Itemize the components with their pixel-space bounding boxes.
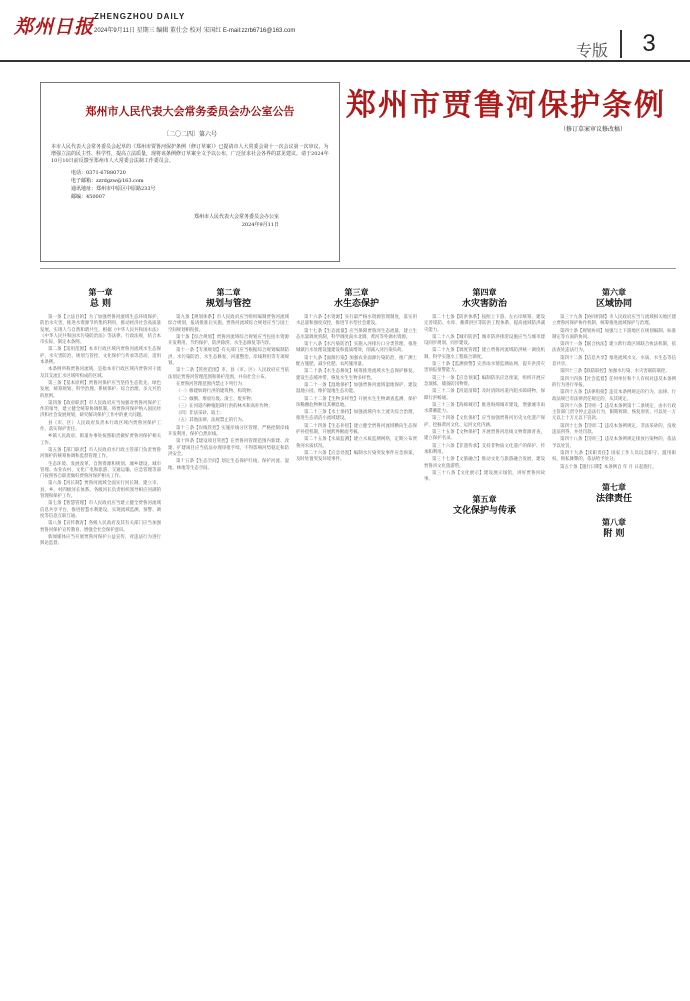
chapter-heading-4: 第四章 水灾害防治 xyxy=(461,287,507,309)
article-paragraph: 第三十五条【文物保护】开展贾鲁河沿线文物资源普查，建立保护名录。 xyxy=(424,430,545,442)
article-paragraph: 第十六条【水资源】实行最严格水资源管理制度，落实用水总量和强度双控，推进节水型社会建设。 xyxy=(296,315,417,327)
article-paragraph: 第二十九条【调度管理】建立贾鲁河流域防洪统一调度机制，科学实施水工程联合调度。 xyxy=(424,348,545,360)
article-paragraph: 第十八条【水污染防治】实施入河排污口分类管理，推进城镇污水处理设施建设和提质增效，削减入河污染负荷。 xyxy=(296,342,417,354)
article-paragraph: 第三十七条【文旅融合】推动文化与旅游融合发展，建设贾鲁河文化旅游带。 xyxy=(424,457,545,469)
article-paragraph: 第四十九条【渎职责任】国家工作人员玩忽职守、滥用职权、徇私舞弊的，依法给予处分。 xyxy=(552,450,676,463)
chapter-heading-6: 第六章 区域协同 xyxy=(595,287,632,309)
article-paragraph: 第十九条【面源污染】加强农业面源污染防治，推广测土配方施肥，减少化肥、农药施用量。 xyxy=(296,355,417,368)
article-paragraph: 第二十七条【防洪体系】按照上下游、左右岸统筹，建设完善堤防、水库、蓄滞洪区等防洪工程体系，提高流域防洪减灾能力。 xyxy=(424,315,545,333)
article-paragraph: 第四十五条【法律衔接】违反本条例规定的行为，法律、行政法规已有法律责任规定的，从其规定。 xyxy=(552,390,676,402)
article-paragraph: 第二十五条【水质监测】建立水质监测网络，定期公布贾鲁河水质状况。 xyxy=(296,437,417,449)
paper-name: ZHENGZHOU DAILY xyxy=(94,12,186,21)
text-column-4 xyxy=(424,276,545,996)
article-paragraph: 第十七条【生态流量】应当保障贾鲁河生态流量，建立生态水量调度机制，科学调度南水北调、黄河等外调水资源。 xyxy=(296,328,417,340)
article-paragraph: 本条例所称贾鲁河流域，是指本市行政区域内贾鲁河干流及其支流汇水区域所构成的区域。 xyxy=(40,367,161,379)
article-paragraph: 第二十八条【城市防洪】城市防洪排涝设施应当与城市建设同步规划、同步建设。 xyxy=(424,334,545,347)
article-paragraph: （一）修建妨碍行洪的建筑物、构筑物； xyxy=(176,389,256,395)
newspaper-logo: 郑州日报 xyxy=(14,16,95,38)
contact-email: 电子邮箱：zzrdgzw@163.com xyxy=(71,178,144,184)
article-paragraph: 第三条【基本原则】贾鲁河保护应当坚持生态优先、绿色发展，统筹规划、科学治理、系统保护、综合治理、多元共治的原则。 xyxy=(40,380,161,399)
article-paragraph: 第一条【立法目的】为了加强贾鲁河流域生态环境保护，防治水灾害，推进水资源节约集约利用，推动经济社会高质量发展，实现人与自然和谐共生，根据《中华人民共和国水法》《中华人民共和国水污染防治法》等法律、行政法规，结合本市实际，制定本条例。 xyxy=(40,315,161,346)
contact-phone: 电话：0371-67880720 xyxy=(71,170,126,176)
article-paragraph: 第四十条【规划协同】加强与上下游地区在规划编制、标准制定等方面的协同。 xyxy=(552,328,676,340)
article-paragraph: 第三十九条【协同机制】市人民政府应当与流域相关地区建立贾鲁河保护协作机制，统筹推进流域保护与治理。 xyxy=(552,315,676,327)
article-paragraph: （四）非法采砂、取土； xyxy=(176,411,225,417)
article-paragraph: 第五十条【施行日期】本条例自 年 月 日起施行。 xyxy=(560,464,657,470)
article-paragraph: 第八条【宣传教育】各级人民政府及其有关部门应当加强贾鲁河保护宣传教育，增强全社会保护意识。 xyxy=(40,521,161,533)
article-paragraph: 乡镇人民政府、街道办事处按照职责做好贾鲁河保护相关工作。 xyxy=(40,434,161,446)
article-paragraph: 第三十条【监测预警】完善雨水情监测站网，提升洪涝灾害预报预警能力。 xyxy=(424,362,545,374)
article-paragraph: 第九条【规划体系】市人民政府应当组织编制贾鲁河流域综合规划，报请批准后实施。贾鲁河流域综合规划应当与国土空间规划相衔接。 xyxy=(168,315,289,333)
article-paragraph: 第四十一条【联合执法】建立跨行政区域联合执法机制，依法查处违法行为。 xyxy=(552,342,676,354)
article-paragraph: 第六条【河长制】贾鲁河流域全面实行河长制，建立市、县、乡、村四级河长体系。各级河长负责组织领导相应河湖的管理和保护工作。 xyxy=(40,481,161,500)
section-tag: 专版 xyxy=(576,41,609,60)
article-paragraph: 第三十六条【非遗传承】支持非物质文化遗产的保护、传承和利用。 xyxy=(424,443,545,455)
article-paragraph: 第三十三条【海绵城市】推进海绵城市建设，增强城市雨水滞蓄能力。 xyxy=(424,402,545,415)
article-paragraph: 第十三条【岸线管控】实施岸线分区管理，严格控制岸线开发利用，保护自然岸线。 xyxy=(168,425,289,438)
notice-contacts xyxy=(71,169,329,201)
text-column-3 xyxy=(296,276,417,996)
article-paragraph: 第二十一条【湿地保护】加强贾鲁河流域湿地保护，建设湿地公园，维护湿地生态功能。 xyxy=(296,382,417,395)
article-paragraph: 第四十八条【罚则三】违反本条例规定排放污染物的，依法予以处罚。 xyxy=(552,437,676,449)
article-paragraph: 第十二条【管控范围】市、县（市、区）人民政府应当依法划定贾鲁河管理范围和保护范围，并向社会公布。 xyxy=(168,368,289,380)
text-column-2 xyxy=(168,276,289,996)
chapter-heading-7: 第七章 法律责任 xyxy=(595,481,632,504)
notice-title: 郑州市人民代表大会常务委员会办公室公告 xyxy=(85,105,295,118)
text-column-1 xyxy=(40,276,161,996)
notice-number: 〔二〇二四〕第六号 xyxy=(162,131,217,138)
article-paragraph: 第十条【综合规划】贾鲁河流域综合规划应当包括水资源开发利用、节约保护、防洪除涝、水生态修复等内容。 xyxy=(168,334,289,347)
issue-meta: 2024年9月11日 星期三 编辑 董仕会 校对 宋国红 E-mail:zzrb6716@163.com xyxy=(94,28,296,34)
divider xyxy=(40,268,676,269)
article-paragraph: 第四十二条【信息共享】推进流域水文、水质、水生态等信息共享。 xyxy=(552,355,676,368)
article-paragraph: 在贾鲁河管理范围内禁止下列行为： xyxy=(176,381,247,387)
page-number: 3 xyxy=(620,30,676,58)
masthead xyxy=(0,0,690,62)
article-paragraph: 第十五条【生态空间】划定生态保护红线，保护河流、湿地、林地等生态空间。 xyxy=(168,459,289,471)
article-paragraph: 第七条【智慧管理】市人民政府应当建立健全贾鲁河流域信息共享平台，推进智慧水利建设，实现流域监测、预警、调度等信息互联互通。 xyxy=(40,501,161,519)
article-paragraph: 第三十四条【文化保护】应当加强贾鲁河历史文化遗产保护，挖掘黄河文化、运河文化内涵。 xyxy=(424,416,545,428)
chapter-heading-3: 第三章 水生态保护 xyxy=(333,287,379,309)
article-paragraph: 第四十三条【联防联控】加强水污染、水灾害联防联控。 xyxy=(560,369,670,375)
contact-postcode: 邮编：450007 xyxy=(71,194,106,200)
article-paragraph: 县（市、区）人民政府负责本行政区域内贾鲁河保护工作，落实保护责任。 xyxy=(40,420,161,433)
article-paragraph: 第二条【适用范围】本市行政区域内贾鲁河流域水生态保护、水灾害防治、规划与管控、文化保护与传承等活动，适用本条例。 xyxy=(40,347,161,366)
notice-sign-date: 2024年9月11日 xyxy=(241,222,279,228)
article-paragraph: 第三十八条【文化展示】建设展示场馆，讲好贾鲁河故事。 xyxy=(424,470,545,483)
text-column-5 xyxy=(552,276,676,996)
article-paragraph: （二）倾倒、堆放垃圾、渣土、废弃物； xyxy=(176,396,256,402)
article-paragraph: 第四十七条【罚则二】违反本条例规定，非法采砂的，没收违法所得，并处罚款。 xyxy=(552,423,676,436)
notice-box xyxy=(40,82,340,262)
article-paragraph: （五）其他法律、法规禁止的行为。 xyxy=(176,418,247,424)
regulation-subtitle: （修订草案审议修改稿） xyxy=(560,126,627,133)
article-paragraph: 第二十二条【生物多样性】开展水生生物调查监测，保护珍稀濒危物种及其栖息地。 xyxy=(296,396,417,408)
article-paragraph: 第四十六条【罚则一】违反本条例第十二条规定，由水行政主管部门责令停止违法行为，限期拆除，恢复原状，可以处一万元以上十万元以下罚款。 xyxy=(552,403,676,422)
notice-body: 本市人民代表大会常务委员会起草的《郑州市贾鲁河保护条例（修订草案）》已提请市人大常委会第十一次会议第一次审议。为增强立法的民主性、科学性，提高立法质量，现将该条例修订草案全文予以公布，广泛征求社会各界的意见建议。请于2024年10月10日前反馈至郑州市人大常委会法制工作委员会。 xyxy=(51,144,329,164)
article-paragraph: 第二十四条【生态补偿】建立健全贾鲁河流域横向生态保护补偿机制，开展跨界断面考核。 xyxy=(296,423,417,436)
article-paragraph: （三）在河道内种植阻碍行洪的林木和高秆作物； xyxy=(176,403,273,409)
article-paragraph: 第十一条【专项规划】有关部门应当根据综合规划编制防洪、水污染防治、水生态修复、河道整治、岸线利用等专项规划。 xyxy=(168,348,289,367)
article-paragraph: 第十四条【建设项目管控】在贾鲁河管理范围内新建、改建、扩建项目应当依法办理审批手续，不得影响河势稳定和防洪安全。 xyxy=(168,439,289,457)
chapter-heading-2: 第二章 规划与管控 xyxy=(205,287,251,309)
article-paragraph: 第五条【部门职责】市人民政府水行政主管部门负责贾鲁河保护的统筹协调和监督管理工作。 xyxy=(40,447,161,460)
contact-address: 通讯地址：郑州市中原区中原路233号 xyxy=(71,186,156,192)
article-paragraph: 新闻媒体应当开展贾鲁河保护公益宣传，对违法行为进行舆论监督。 xyxy=(40,534,161,547)
chapter-heading-5: 第五章 文化保护与传承 xyxy=(452,494,516,517)
notice-signature xyxy=(51,213,279,229)
chapter-heading-1: 第一章 总 则 xyxy=(88,287,113,309)
article-paragraph: 第四十四条【社会监督】任何单位和个人有权对违反本条例的行为进行举报。 xyxy=(552,376,676,388)
article-paragraph: 第三十二条【河道清障】及时清除河道内阻水障碍物，保障行洪畅通。 xyxy=(424,389,545,401)
chapter-heading-8: 第八章 附 则 xyxy=(602,516,626,539)
article-paragraph: 第二十三条【水土保持】加强流域内水土流失综合治理，推进生态清洁小流域建设。 xyxy=(296,410,417,422)
regulation-title: 郑州市贾鲁河保护条例 xyxy=(346,88,666,123)
article-paragraph: 生态环境、发展改革、自然资源和规划、城乡建设、城市管理、农业农村、文化广电和旅游、交通运输、应急管理等部门按照各自职责做好贾鲁河保护相关工作。 xyxy=(40,461,161,480)
article-paragraph: 第二十六条【应急处置】编制水污染突发事件应急预案，及时处置突发环境事件。 xyxy=(296,450,417,463)
notice-sign-org: 郑州市人民代表大会常务委员会办公室 xyxy=(193,214,279,220)
article-paragraph: 第二十条【水生态修复】统筹推进流域水生态保护修复，建设生态缓冲带，恢复水生生物多样性。 xyxy=(296,369,417,381)
article-paragraph: 第三十一条【应急预案】编制防汛应急预案，组织开展应急演练，储备防汛物资。 xyxy=(424,375,545,387)
article-paragraph: 第四条【政府职责】市人民政府应当加强对贾鲁河保护工作的领导，建立健全统筹协调机制，将贾鲁河保护纳入国民经济和社会发展规划，研究解决保护工作中的重大问题。 xyxy=(40,400,161,419)
